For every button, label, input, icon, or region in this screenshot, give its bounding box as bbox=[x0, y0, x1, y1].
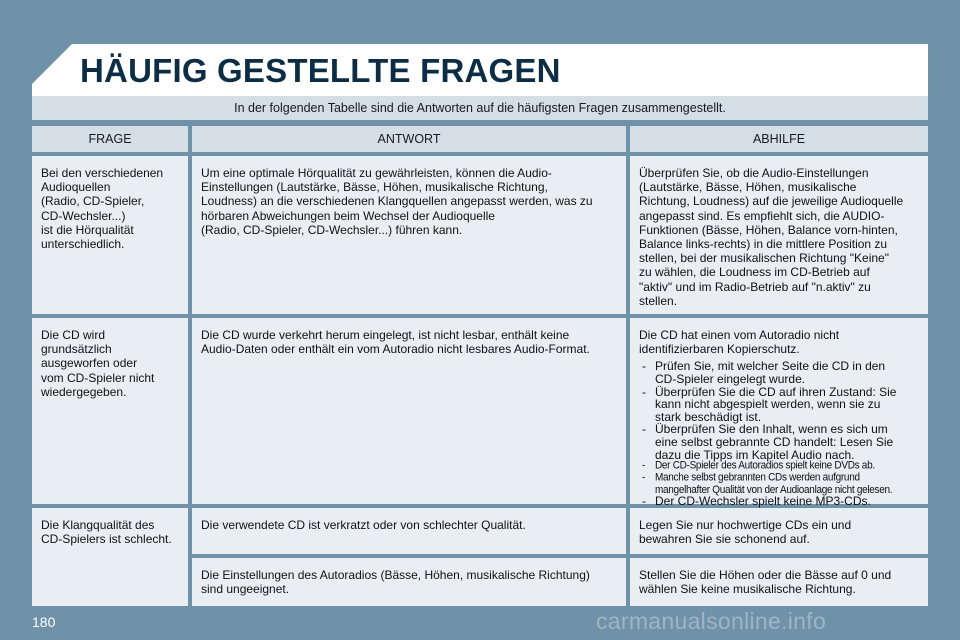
row3-abhilfe: Legen Sie nur hochwertige CDs ein und bewahren Sie sie schonend auf. bbox=[639, 518, 852, 547]
row2-frage: Die CD wird grundsätzlich ausgeworfen oder vom CD-Spieler nicht wiedergegeben. bbox=[41, 328, 155, 399]
page-title: HÄUFIG GESTELLTE FRAGEN bbox=[80, 52, 561, 89]
page-number: 180 bbox=[32, 614, 56, 630]
column-header-frage: FRAGE bbox=[32, 126, 188, 152]
row3-frage-cell bbox=[32, 508, 188, 606]
column-header-abhilfe: ABHILFE bbox=[630, 126, 928, 152]
list-item: - Überprüfen Sie den Inhalt, wenn es sich um eine selbst gebrannte CD handelt: Lesen Sie dazu die Tipps im Kapitel Audio nach. bbox=[639, 423, 920, 461]
row1-antwort-cell bbox=[192, 156, 626, 314]
row4-abhilfe-cell bbox=[630, 558, 928, 606]
row4-antwort-cell bbox=[192, 558, 626, 606]
row2-frage-cell bbox=[32, 318, 188, 504]
column-header-antwort: ANTWORT bbox=[192, 126, 626, 152]
list-item: - Prüfen Sie, mit welcher Seite die CD in den CD-Spieler eingelegt wurde. bbox=[639, 360, 920, 385]
row2-abhilfe-intro: Die CD hat einen vom Autoradio nicht identifizierbaren Kopierschutz. bbox=[639, 328, 840, 357]
row2-abhilfe-list bbox=[639, 360, 920, 507]
list-item: - Der CD-Wechsler spielt keine MP3-CDs. bbox=[639, 495, 920, 508]
row2-antwort: Die CD wurde verkehrt herum eingelegt, ist nicht lesbar, enthält keine Audio-Daten oder enthält ein vom Autoradio nicht lesbares Audio-Format. bbox=[201, 328, 590, 357]
list-item: - Manche selbst gebrannten CDs werden aufgrund mangelhafter Qualität von der Audioanlage nicht gelesen. bbox=[639, 473, 920, 496]
row1-antwort: Um eine optimale Hörqualität zu gewährleisten, können die Audio- Einstellungen (Lautstärke, Bässe, Höhen, musikalische Richtung, Loudness) an die verschiedenen Klangquellen angepasst werden, was zu hörbaren Abweichungen beim Wechsel der Audioquelle (Radio, CD-Spieler, CD-Wechsler...) führen kann. bbox=[201, 166, 593, 237]
row1-abhilfe-cell bbox=[630, 156, 928, 314]
banner-corner-cut bbox=[32, 44, 72, 84]
row2-antwort-cell bbox=[192, 318, 626, 504]
row4-abhilfe: Stellen Sie die Höhen oder die Bässe auf 0 und wählen Sie keine musikalische Richtung. bbox=[639, 568, 892, 597]
intro-text: In der folgenden Tabelle sind die Antworten auf die häufigsten Fragen zusammengestellt. bbox=[32, 96, 928, 120]
row1-frage: Bei den verschiedenen Audioquellen (Radio, CD-Spieler, CD-Wechsler...) ist die Hörqualität unterschiedlich. bbox=[41, 166, 164, 252]
row3-antwort-cell bbox=[192, 508, 626, 554]
row3-abhilfe-cell bbox=[630, 508, 928, 554]
row3-frage: Die Klangqualität des CD-Spielers ist schlecht. bbox=[41, 518, 172, 547]
list-item: - Überprüfen Sie die CD auf ihren Zustand: Sie kann nicht abgespielt werden, wenn sie zu stark beschädigt ist. bbox=[639, 386, 920, 424]
row4-antwort: Die Einstellungen des Autoradios (Bässe, Höhen, musikalische Richtung) sind ungeeignet. bbox=[201, 568, 590, 597]
row1-abhilfe: Überprüfen Sie, ob die Audio-Einstellungen (Lautstärke, Bässe, Höhen, musikalische Richtung, Loudness) auf die jeweilige Audioquelle angepasst sind. Es empfiehlt sich, die AUDIO- Funktionen (Bässe, Höhen, Balance vorn-hinten, Balance links-rechts) in die mittlere Position zu stellen, bei der musikalischen Richtung "Keine" zu wählen, die Loudness im CD-Betrieb auf "aktiv" und im Radio-Betrieb auf "n.aktiv" zu stellen. bbox=[639, 166, 904, 308]
watermark: carmanualsonline.info bbox=[596, 608, 827, 634]
row1-frage-cell bbox=[32, 156, 188, 314]
row3-antwort: Die verwendete CD ist verkratzt oder von schlechter Qualität. bbox=[201, 518, 526, 532]
row2-abhilfe-cell bbox=[630, 318, 928, 508]
list-item: - Der CD-Spieler des Autoradios spielt keine DVDs ab. bbox=[639, 461, 920, 473]
